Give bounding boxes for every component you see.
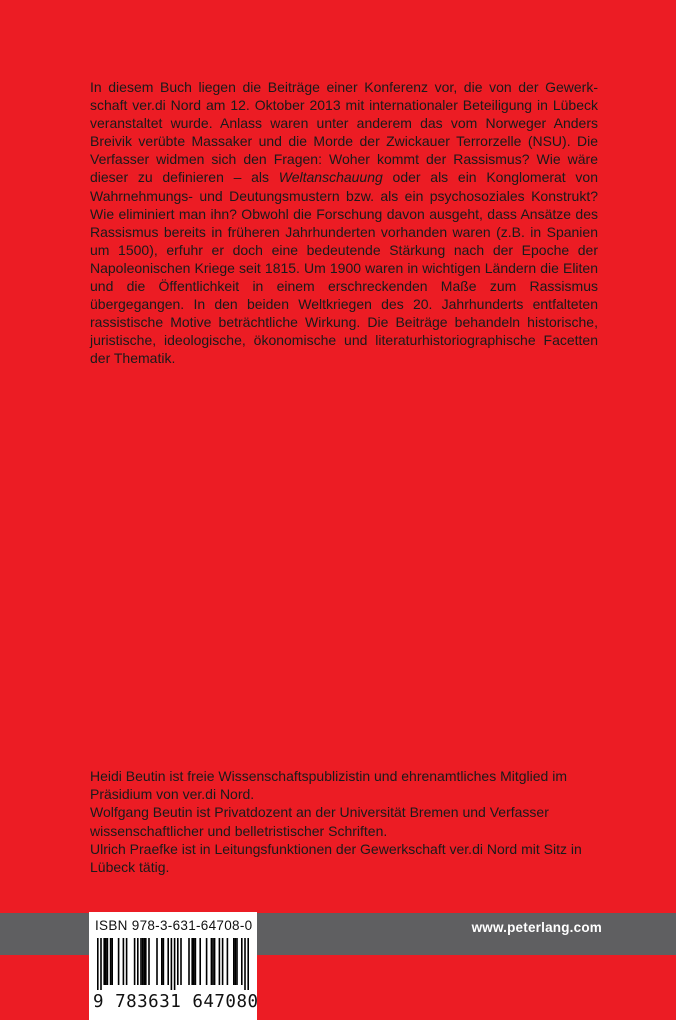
barcode-bar [174, 938, 176, 990]
barcode-bar [148, 938, 150, 985]
barcode-bar [233, 938, 235, 985]
blurb-part-2: oder als ein Konglomerat von Wahrnehmungs- und Deutungsmustern bzw. als ein psychosoziales Konstrukt? Wie eliminiert man ihn? Obwohl die Forschung davon ausgeht, dass Ansätze des Rassismus bereits in früheren Jahrhunderten vorhanden waren (z.B. in Spanien um 1500), erfuhr er doch eine bedeutende Stärkung nach der Epoche der Napoleonischen Kriege seit 1815. Um 1900 waren in wichtigen Ländern die Eliten und die Öffentlichkeit in einem erschreckenden Maße zum Rassismus übergegangen. In den beiden Weltkriegen des 20. Jahrhunderts entfalteten rassistische Motive beträchtliche Wirkung. Die Beiträge behandeln historische, juristische, ideologische, ökonomische und literaturhistoriographische Facetten der Thematik. [90, 169, 598, 367]
barcode-bar [97, 938, 99, 990]
barcode-bar [241, 938, 243, 985]
barcode-box [89, 912, 257, 1020]
barcode-bar [222, 938, 224, 985]
barcode-bar [161, 938, 163, 985]
barcode-bar [140, 938, 142, 985]
barcode-bar [105, 938, 107, 985]
barcode-bar [118, 938, 120, 985]
barcode-bar [145, 938, 147, 985]
barcode-bar [126, 938, 128, 985]
barcode-bar [227, 938, 229, 985]
barcode-bar [137, 938, 139, 985]
barcode-bar [171, 938, 173, 990]
barcode-bar [143, 938, 145, 985]
barcode-bar [180, 938, 182, 985]
barcode-bar [247, 938, 249, 990]
barcode-icon [97, 938, 249, 990]
author-bios [90, 767, 602, 876]
barcode-bar [134, 938, 136, 985]
barcode-bar [110, 938, 112, 985]
barcode-bar [167, 938, 169, 985]
barcode-bar [235, 938, 237, 985]
barcode-bar [142, 938, 144, 985]
barcode-bar [195, 938, 197, 985]
publisher-url[interactable]: www.peterlang.com [471, 920, 602, 935]
barcode-bar [123, 938, 125, 985]
isbn-label: ISBN 978-3-631-64708-0 [95, 918, 253, 933]
barcode-bar [193, 938, 195, 985]
barcode-bar [199, 938, 201, 985]
barcode-bar [163, 938, 165, 985]
barcode-bar [244, 938, 246, 990]
blurb-paragraph [90, 78, 598, 368]
barcode-bar [219, 938, 221, 985]
blurb-emphasis: Weltanschauung [278, 169, 383, 186]
barcode-bar [177, 938, 179, 985]
barcode-bar [100, 938, 102, 990]
barcode-bar [107, 938, 109, 985]
barcode-bar [103, 938, 105, 985]
barcode-bar [212, 938, 214, 985]
blurb-text [90, 78, 598, 368]
author-bio-ulrich-praefke: Ulrich Praefke ist in Leitungsfunktionen der Gewerkschaft ver.di Nord mit Sitz in Lübeck tätig. [90, 840, 582, 876]
barcode-bar [188, 938, 190, 985]
barcode-bar [214, 938, 216, 985]
barcode-bar [236, 938, 238, 985]
barcode-bar [206, 938, 208, 985]
barcode-bar [211, 938, 213, 985]
barcode-bar [156, 938, 158, 985]
barcode-digits: 9 783631 647080 [93, 992, 259, 1012]
author-bio-wolfgang-beutin: Wolfgang Beutin ist Privatdozent an der Universität Bremen und Verfasser wissenschaftlicher und belletristischer Schriften. [90, 804, 549, 839]
author-bio-heidi-beutin: Heidi Beutin ist freie Wissenschaftspublizistin und ehrenamtliches Mitglied im Präsidium von ver.di Nord. [90, 768, 567, 803]
barcode-bar [111, 938, 113, 985]
barcode-bar [191, 938, 193, 985]
blurb-part-1: In diesem Buch liegen die Beiträge einer Konferenz vor, die von der Gewerkschaft ver.di Nord am 12. Oktober 2013 mit internationaler Beteiligung in Lübeck veranstaltet wurde. Anlass waren unter anderem das vom Norweger Anders Breivik verübte Massaker und die Morde der Zwickauer Terrorzelle (NSU). Die Verfasser widmen sich den Fragen: Woher kommt der Rassismus? Wie wäre dieser zu definieren – als [90, 79, 598, 186]
